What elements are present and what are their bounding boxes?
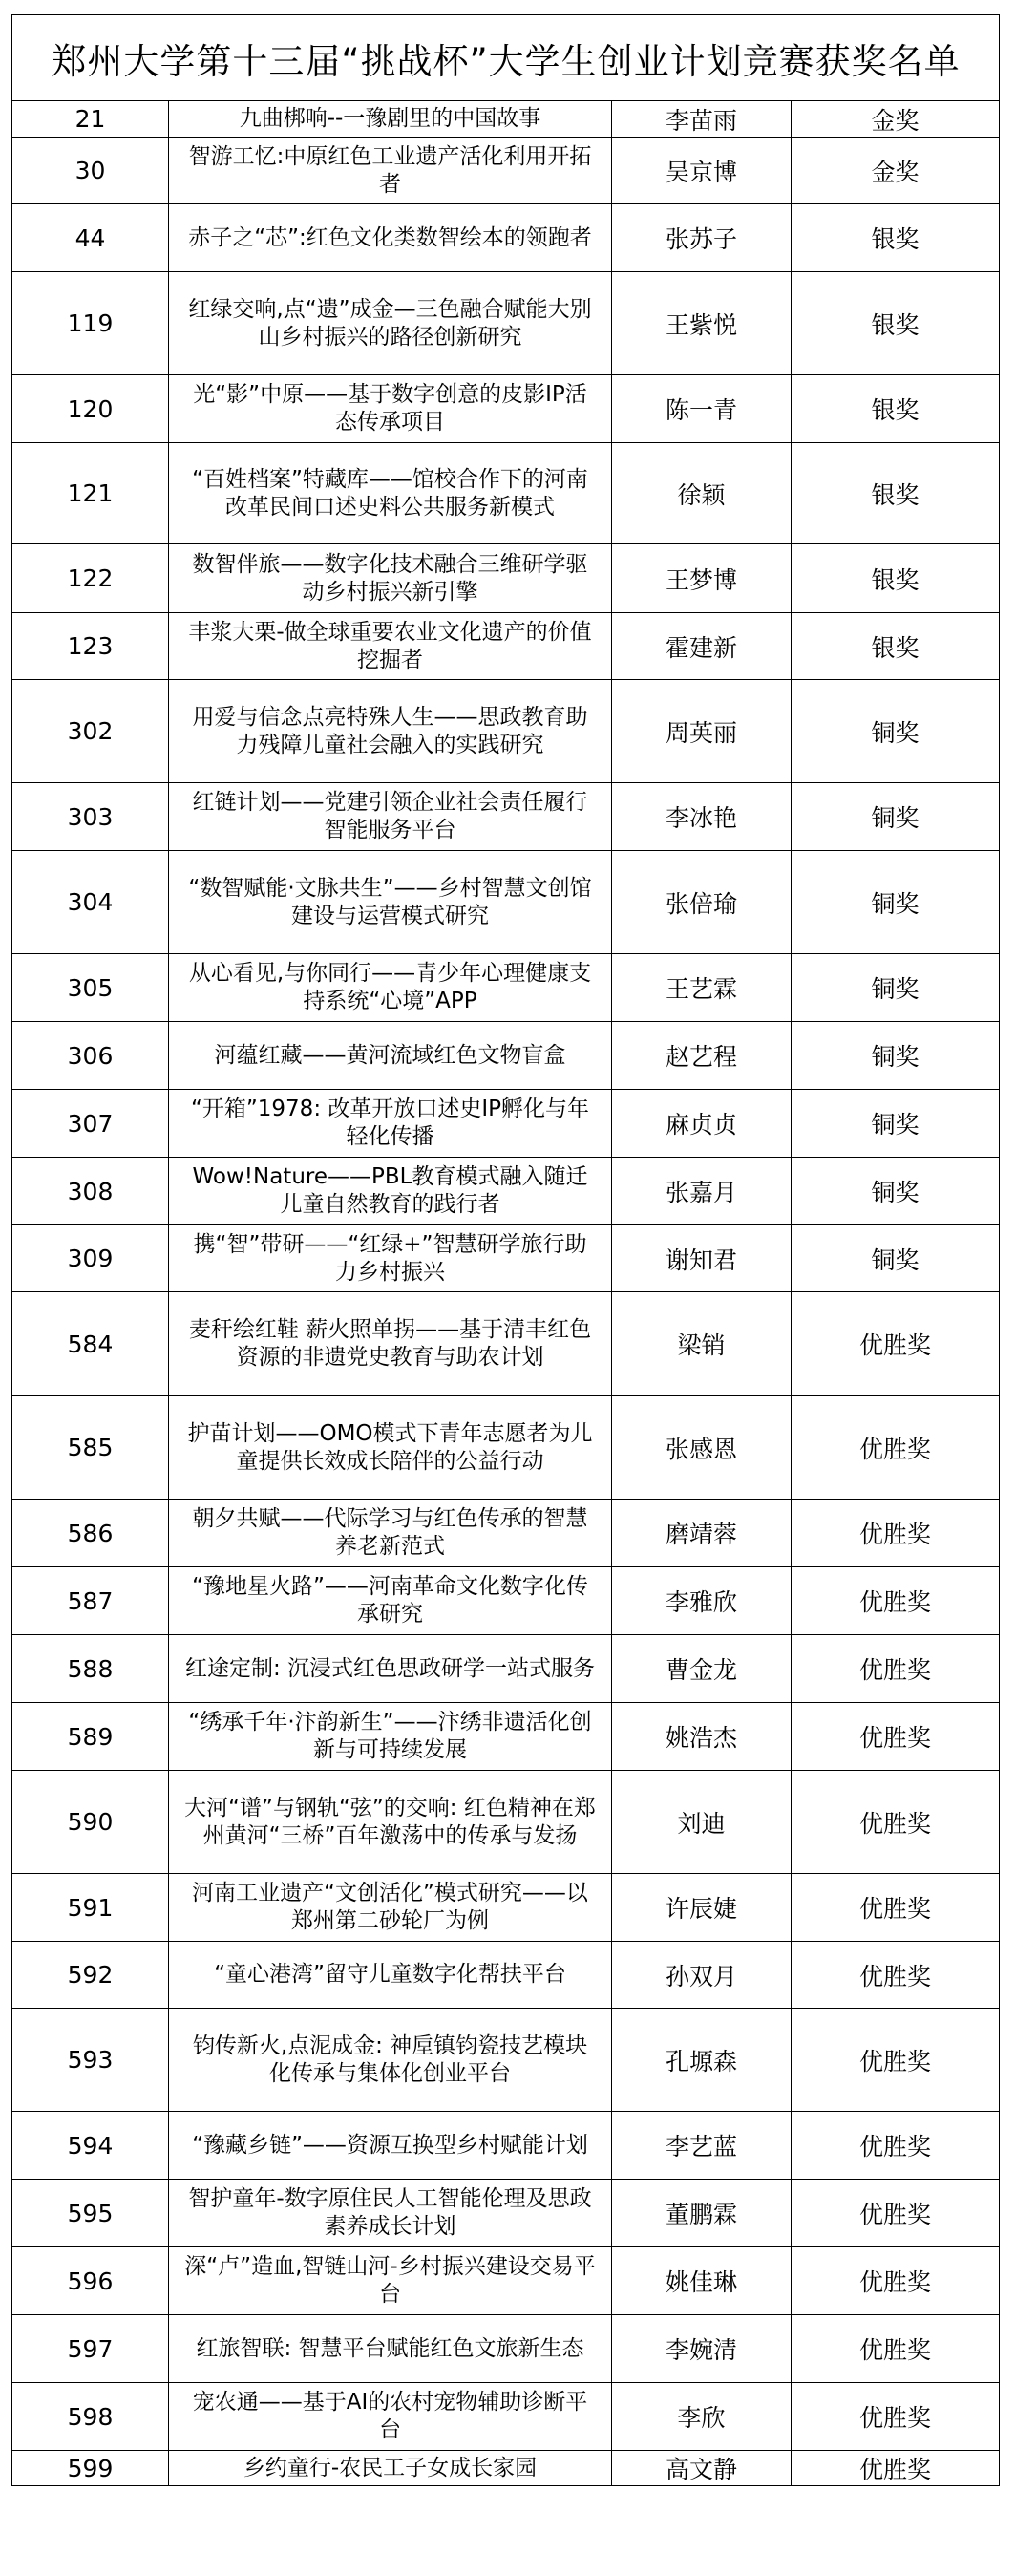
project-name: 钧传新火,点泥成金: 神垕镇钧瓷技艺模块化传承与集体化创业平台	[169, 2009, 612, 2112]
table-row	[12, 1874, 1000, 1942]
award-level: 银奖	[792, 375, 1000, 443]
entry-number: 120	[12, 375, 169, 443]
project-name: 赤子之“芯”:红色文化类数智绘本的领跑者	[169, 204, 612, 272]
project-name: 红途定制: 沉浸式红色思政研学一站式服务	[169, 1635, 612, 1703]
table-row	[12, 613, 1000, 680]
award-level: 铜奖	[792, 954, 1000, 1022]
table-row	[12, 2112, 1000, 2180]
table-row	[12, 138, 1000, 204]
project-name: 河蕴红藏——黄河流域红色文物盲盒	[169, 1022, 612, 1090]
entry-number: 305	[12, 954, 169, 1022]
entry-number: 598	[12, 2383, 169, 2451]
project-name: 麦秆绘红鞋 薪火照单拐——基于清丰红色资源的非遗党史教育与助农计划	[169, 1292, 612, 1396]
table-row	[12, 1567, 1000, 1635]
entry-number: 309	[12, 1225, 169, 1292]
award-level: 优胜奖	[792, 2383, 1000, 2451]
entry-number: 597	[12, 2315, 169, 2383]
award-level: 优胜奖	[792, 2247, 1000, 2315]
table-row	[12, 2180, 1000, 2247]
table-row	[12, 2247, 1000, 2315]
project-name: 从心看见,与你同行——青少年心理健康支持系统“心境”APP	[169, 954, 612, 1022]
leader-name: 谢知君	[612, 1225, 792, 1292]
project-name: 红绿交响,点“遗”成金—三色融合赋能大别山乡村振兴的路径创新研究	[169, 272, 612, 375]
leader-name: 张苏子	[612, 204, 792, 272]
leader-name: 高文静	[612, 2451, 792, 2486]
award-level: 铜奖	[792, 680, 1000, 783]
table-row	[12, 2383, 1000, 2451]
table-row	[12, 443, 1000, 544]
award-level: 优胜奖	[792, 2112, 1000, 2180]
project-name: 朝夕共赋——代际学习与红色传承的智慧养老新范式	[169, 1500, 612, 1567]
entry-number: 588	[12, 1635, 169, 1703]
entry-number: 587	[12, 1567, 169, 1635]
entry-number: 590	[12, 1771, 169, 1874]
award-level: 优胜奖	[792, 1703, 1000, 1771]
project-name: 携“智”带研——“红绿+”智慧研学旅行助力乡村振兴	[169, 1225, 612, 1292]
entry-number: 123	[12, 613, 169, 680]
leader-name: 张嘉月	[612, 1158, 792, 1225]
entry-number: 594	[12, 2112, 169, 2180]
award-level: 铜奖	[792, 1090, 1000, 1158]
entry-number: 585	[12, 1396, 169, 1500]
leader-name: 姚佳琳	[612, 2247, 792, 2315]
project-name: “开箱”1978: 改革开放口述史IP孵化与年轻化传播	[169, 1090, 612, 1158]
leader-name: 李艺蓝	[612, 2112, 792, 2180]
entry-number: 599	[12, 2451, 169, 2486]
project-name: 智游工忆:中原红色工业遗产活化利用开拓者	[169, 138, 612, 204]
entry-number: 302	[12, 680, 169, 783]
table-row	[12, 1942, 1000, 2009]
entry-number: 593	[12, 2009, 169, 2112]
project-name: “豫藏乡链”——资源互换型乡村赋能计划	[169, 2112, 612, 2180]
entry-number: 586	[12, 1500, 169, 1567]
leader-name: 周英丽	[612, 680, 792, 783]
award-level: 铜奖	[792, 1225, 1000, 1292]
project-name: 红旅智联: 智慧平台赋能红色文旅新生态	[169, 2315, 612, 2383]
award-level: 铜奖	[792, 1158, 1000, 1225]
table-row	[12, 1771, 1000, 1874]
entry-number: 304	[12, 851, 169, 954]
award-level: 银奖	[792, 544, 1000, 613]
leader-name: 李欣	[612, 2383, 792, 2451]
entry-number: 584	[12, 1292, 169, 1396]
entry-number: 121	[12, 443, 169, 544]
table-row	[12, 851, 1000, 954]
award-level: 优胜奖	[792, 1635, 1000, 1703]
project-name: “童心港湾”留守儿童数字化帮扶平台	[169, 1942, 612, 2009]
project-name: “豫地星火路”——河南革命文化数字化传承研究	[169, 1567, 612, 1635]
table-row	[12, 1703, 1000, 1771]
entry-number: 596	[12, 2247, 169, 2315]
award-level: 银奖	[792, 613, 1000, 680]
entry-number: 44	[12, 204, 169, 272]
table-row	[12, 204, 1000, 272]
leader-name: 孔塬森	[612, 2009, 792, 2112]
leader-name: 曹金龙	[612, 1635, 792, 1703]
project-name: “绣承千年·汴韵新生”——汴绣非遗活化创新与可持续发展	[169, 1703, 612, 1771]
leader-name: 王紫悦	[612, 272, 792, 375]
leader-name: 赵艺程	[612, 1022, 792, 1090]
leader-name: 李冰艳	[612, 783, 792, 851]
table-row	[12, 544, 1000, 613]
table-row	[12, 1396, 1000, 1500]
award-level: 优胜奖	[792, 1942, 1000, 2009]
entry-number: 306	[12, 1022, 169, 1090]
table-row	[12, 272, 1000, 375]
award-level: 优胜奖	[792, 2180, 1000, 2247]
table-row	[12, 1292, 1000, 1396]
award-level: 铜奖	[792, 851, 1000, 954]
project-name: 宠农通——基于AI的农村宠物辅助诊断平台	[169, 2383, 612, 2451]
leader-name: 许辰婕	[612, 1874, 792, 1942]
entry-number: 595	[12, 2180, 169, 2247]
award-level: 银奖	[792, 443, 1000, 544]
award-level: 金奖	[792, 138, 1000, 204]
table-row	[12, 2315, 1000, 2383]
table-row	[12, 101, 1000, 138]
entry-number: 119	[12, 272, 169, 375]
leader-name: 磨靖蓉	[612, 1500, 792, 1567]
page-title: 郑州大学第十三届“挑战杯”大学生创业计划竞赛获奖名单	[12, 15, 1000, 101]
entry-number: 592	[12, 1942, 169, 2009]
award-level: 铜奖	[792, 783, 1000, 851]
leader-name: 李雅欣	[612, 1567, 792, 1635]
entry-number: 591	[12, 1874, 169, 1942]
project-name: 乡约童行-农民工子女成长家园	[169, 2451, 612, 2486]
project-name: Wow!Nature——PBL教育模式融入随迁儿童自然教育的践行者	[169, 1158, 612, 1225]
entry-number: 307	[12, 1090, 169, 1158]
award-level: 金奖	[792, 101, 1000, 138]
title-row	[12, 15, 1000, 101]
table-row	[12, 1500, 1000, 1567]
award-level: 优胜奖	[792, 2451, 1000, 2486]
leader-name: 张倍瑜	[612, 851, 792, 954]
project-name: 深“卢”造血,智链山河-乡村振兴建设交易平台	[169, 2247, 612, 2315]
project-name: 红链计划——党建引领企业社会责任履行智能服务平台	[169, 783, 612, 851]
award-level: 优胜奖	[792, 2315, 1000, 2383]
entry-number: 589	[12, 1703, 169, 1771]
award-level: 优胜奖	[792, 1292, 1000, 1396]
award-level: 铜奖	[792, 1022, 1000, 1090]
table-row	[12, 1158, 1000, 1225]
award-level: 优胜奖	[792, 1567, 1000, 1635]
award-level: 银奖	[792, 204, 1000, 272]
entry-number: 30	[12, 138, 169, 204]
project-name: 智护童年-数字原住民人工智能伦理及思政素养成长计划	[169, 2180, 612, 2247]
leader-name: 王艺霖	[612, 954, 792, 1022]
table-row	[12, 1090, 1000, 1158]
leader-name: 陈一青	[612, 375, 792, 443]
award-level: 优胜奖	[792, 2009, 1000, 2112]
project-name: 大河“谱”与钢轨“弦”的交响: 红色精神在郑州黄河“三桥”百年激荡中的传承与发扬	[169, 1771, 612, 1874]
project-name: “百姓档案”特藏库——馆校合作下的河南改革民间口述史料公共服务新模式	[169, 443, 612, 544]
entry-number: 303	[12, 783, 169, 851]
leader-name: 霍建新	[612, 613, 792, 680]
table-row	[12, 1022, 1000, 1090]
leader-name: 姚浩杰	[612, 1703, 792, 1771]
award-level: 优胜奖	[792, 1874, 1000, 1942]
project-name: 光“影”中原——基于数字创意的皮影IP活态传承项目	[169, 375, 612, 443]
leader-name: 麻贞贞	[612, 1090, 792, 1158]
table-row	[12, 2451, 1000, 2486]
award-list-body	[12, 15, 1000, 2486]
leader-name: 王梦博	[612, 544, 792, 613]
award-level: 优胜奖	[792, 1500, 1000, 1567]
award-level: 优胜奖	[792, 1396, 1000, 1500]
project-name: “数智赋能·文脉共生”——乡村智慧文创馆建设与运营模式研究	[169, 851, 612, 954]
award-level: 优胜奖	[792, 1771, 1000, 1874]
leader-name: 董鹏霖	[612, 2180, 792, 2247]
leader-name: 刘迪	[612, 1771, 792, 1874]
project-name: 九曲梆响--一豫剧里的中国故事	[169, 101, 612, 138]
table-row	[12, 954, 1000, 1022]
award-list-table	[11, 14, 1000, 2486]
project-name: 丰浆大栗-做全球重要农业文化遗产的价值挖掘者	[169, 613, 612, 680]
entry-number: 122	[12, 544, 169, 613]
leader-name: 李苗雨	[612, 101, 792, 138]
project-name: 护苗计划——OMO模式下青年志愿者为儿童提供长效成长陪伴的公益行动	[169, 1396, 612, 1500]
project-name: 河南工业遗产“文创活化”模式研究——以郑州第二砂轮厂为例	[169, 1874, 612, 1942]
leader-name: 李婉清	[612, 2315, 792, 2383]
leader-name: 孙双月	[612, 1942, 792, 2009]
leader-name: 张感恩	[612, 1396, 792, 1500]
entry-number: 308	[12, 1158, 169, 1225]
leader-name: 梁销	[612, 1292, 792, 1396]
entry-number: 21	[12, 101, 169, 138]
table-row	[12, 783, 1000, 851]
leader-name: 吴京博	[612, 138, 792, 204]
award-level: 银奖	[792, 272, 1000, 375]
leader-name: 徐颖	[612, 443, 792, 544]
table-row	[12, 375, 1000, 443]
table-row	[12, 680, 1000, 783]
project-name: 用爱与信念点亮特殊人生——思政教育助力残障儿童社会融入的实践研究	[169, 680, 612, 783]
table-row	[12, 1635, 1000, 1703]
table-row	[12, 2009, 1000, 2112]
table-row	[12, 1225, 1000, 1292]
project-name: 数智伴旅——数字化技术融合三维研学驱动乡村振兴新引擎	[169, 544, 612, 613]
